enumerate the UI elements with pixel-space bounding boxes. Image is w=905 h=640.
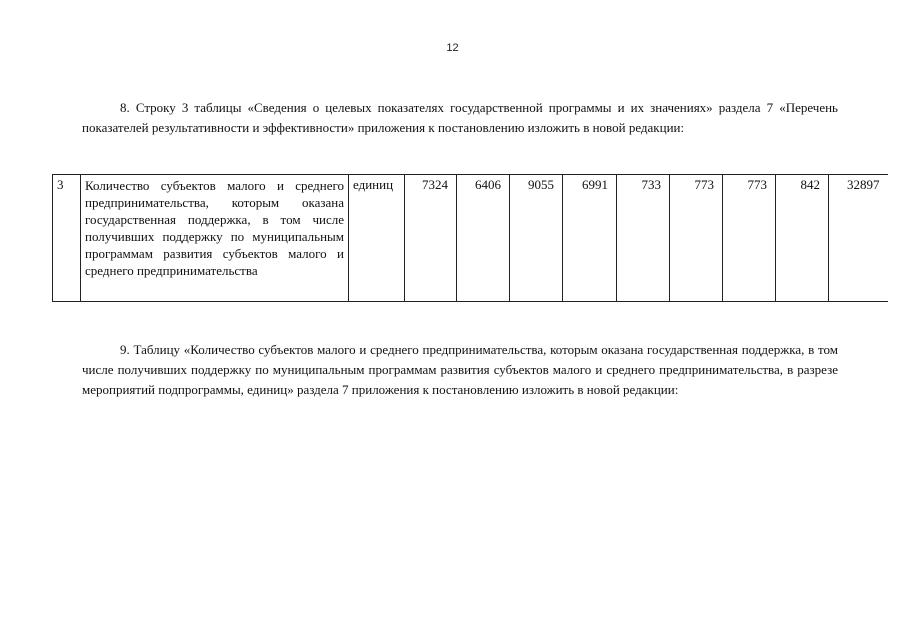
paragraph-9: 9. Таблицу «Количество субъектов малого и среднего предпринимательства, которым оказана государственная поддержка, в том числе получивших поддержку по муниципальным программам развития субъектов малого и среднего предпринимательства, в разрезе мероприятий подпрограммы, единиц» раздела 7 приложения к постановлению изложить в новой редакции:	[82, 342, 838, 397]
value-cell: 773	[670, 175, 723, 302]
paragraph-8: 8. Строку 3 таблицы «Сведения о целевых показателях государственной программы и их значениях» раздела 7 «Перечень показателей результативности и эффективности» приложения к постановлению изложить в новой редакции:	[82, 100, 838, 135]
value-cell: 6991	[563, 175, 617, 302]
value-cell: 7324	[405, 175, 457, 302]
indicator-table	[52, 174, 888, 302]
unit-text: единиц	[353, 177, 394, 192]
value-cell: 9055	[510, 175, 563, 302]
table-row	[53, 175, 888, 302]
description-text: Количество субъектов малого и среднего предпринимательства, которым оказана государственная поддержка, в том числе получивших поддержку по муниципальным программам развития субъектов малого и среднего предпринимательства	[85, 178, 344, 278]
unit-cell	[349, 175, 405, 302]
page-number: 12	[446, 42, 459, 54]
total-value-cell: 32897	[829, 175, 888, 302]
value-cell: 6406	[457, 175, 510, 302]
row-number-cell: 3	[53, 175, 81, 302]
value-cell: 842	[776, 175, 829, 302]
value-cell: 773	[723, 175, 776, 302]
description-cell	[81, 175, 349, 302]
value-cell: 733	[617, 175, 670, 302]
